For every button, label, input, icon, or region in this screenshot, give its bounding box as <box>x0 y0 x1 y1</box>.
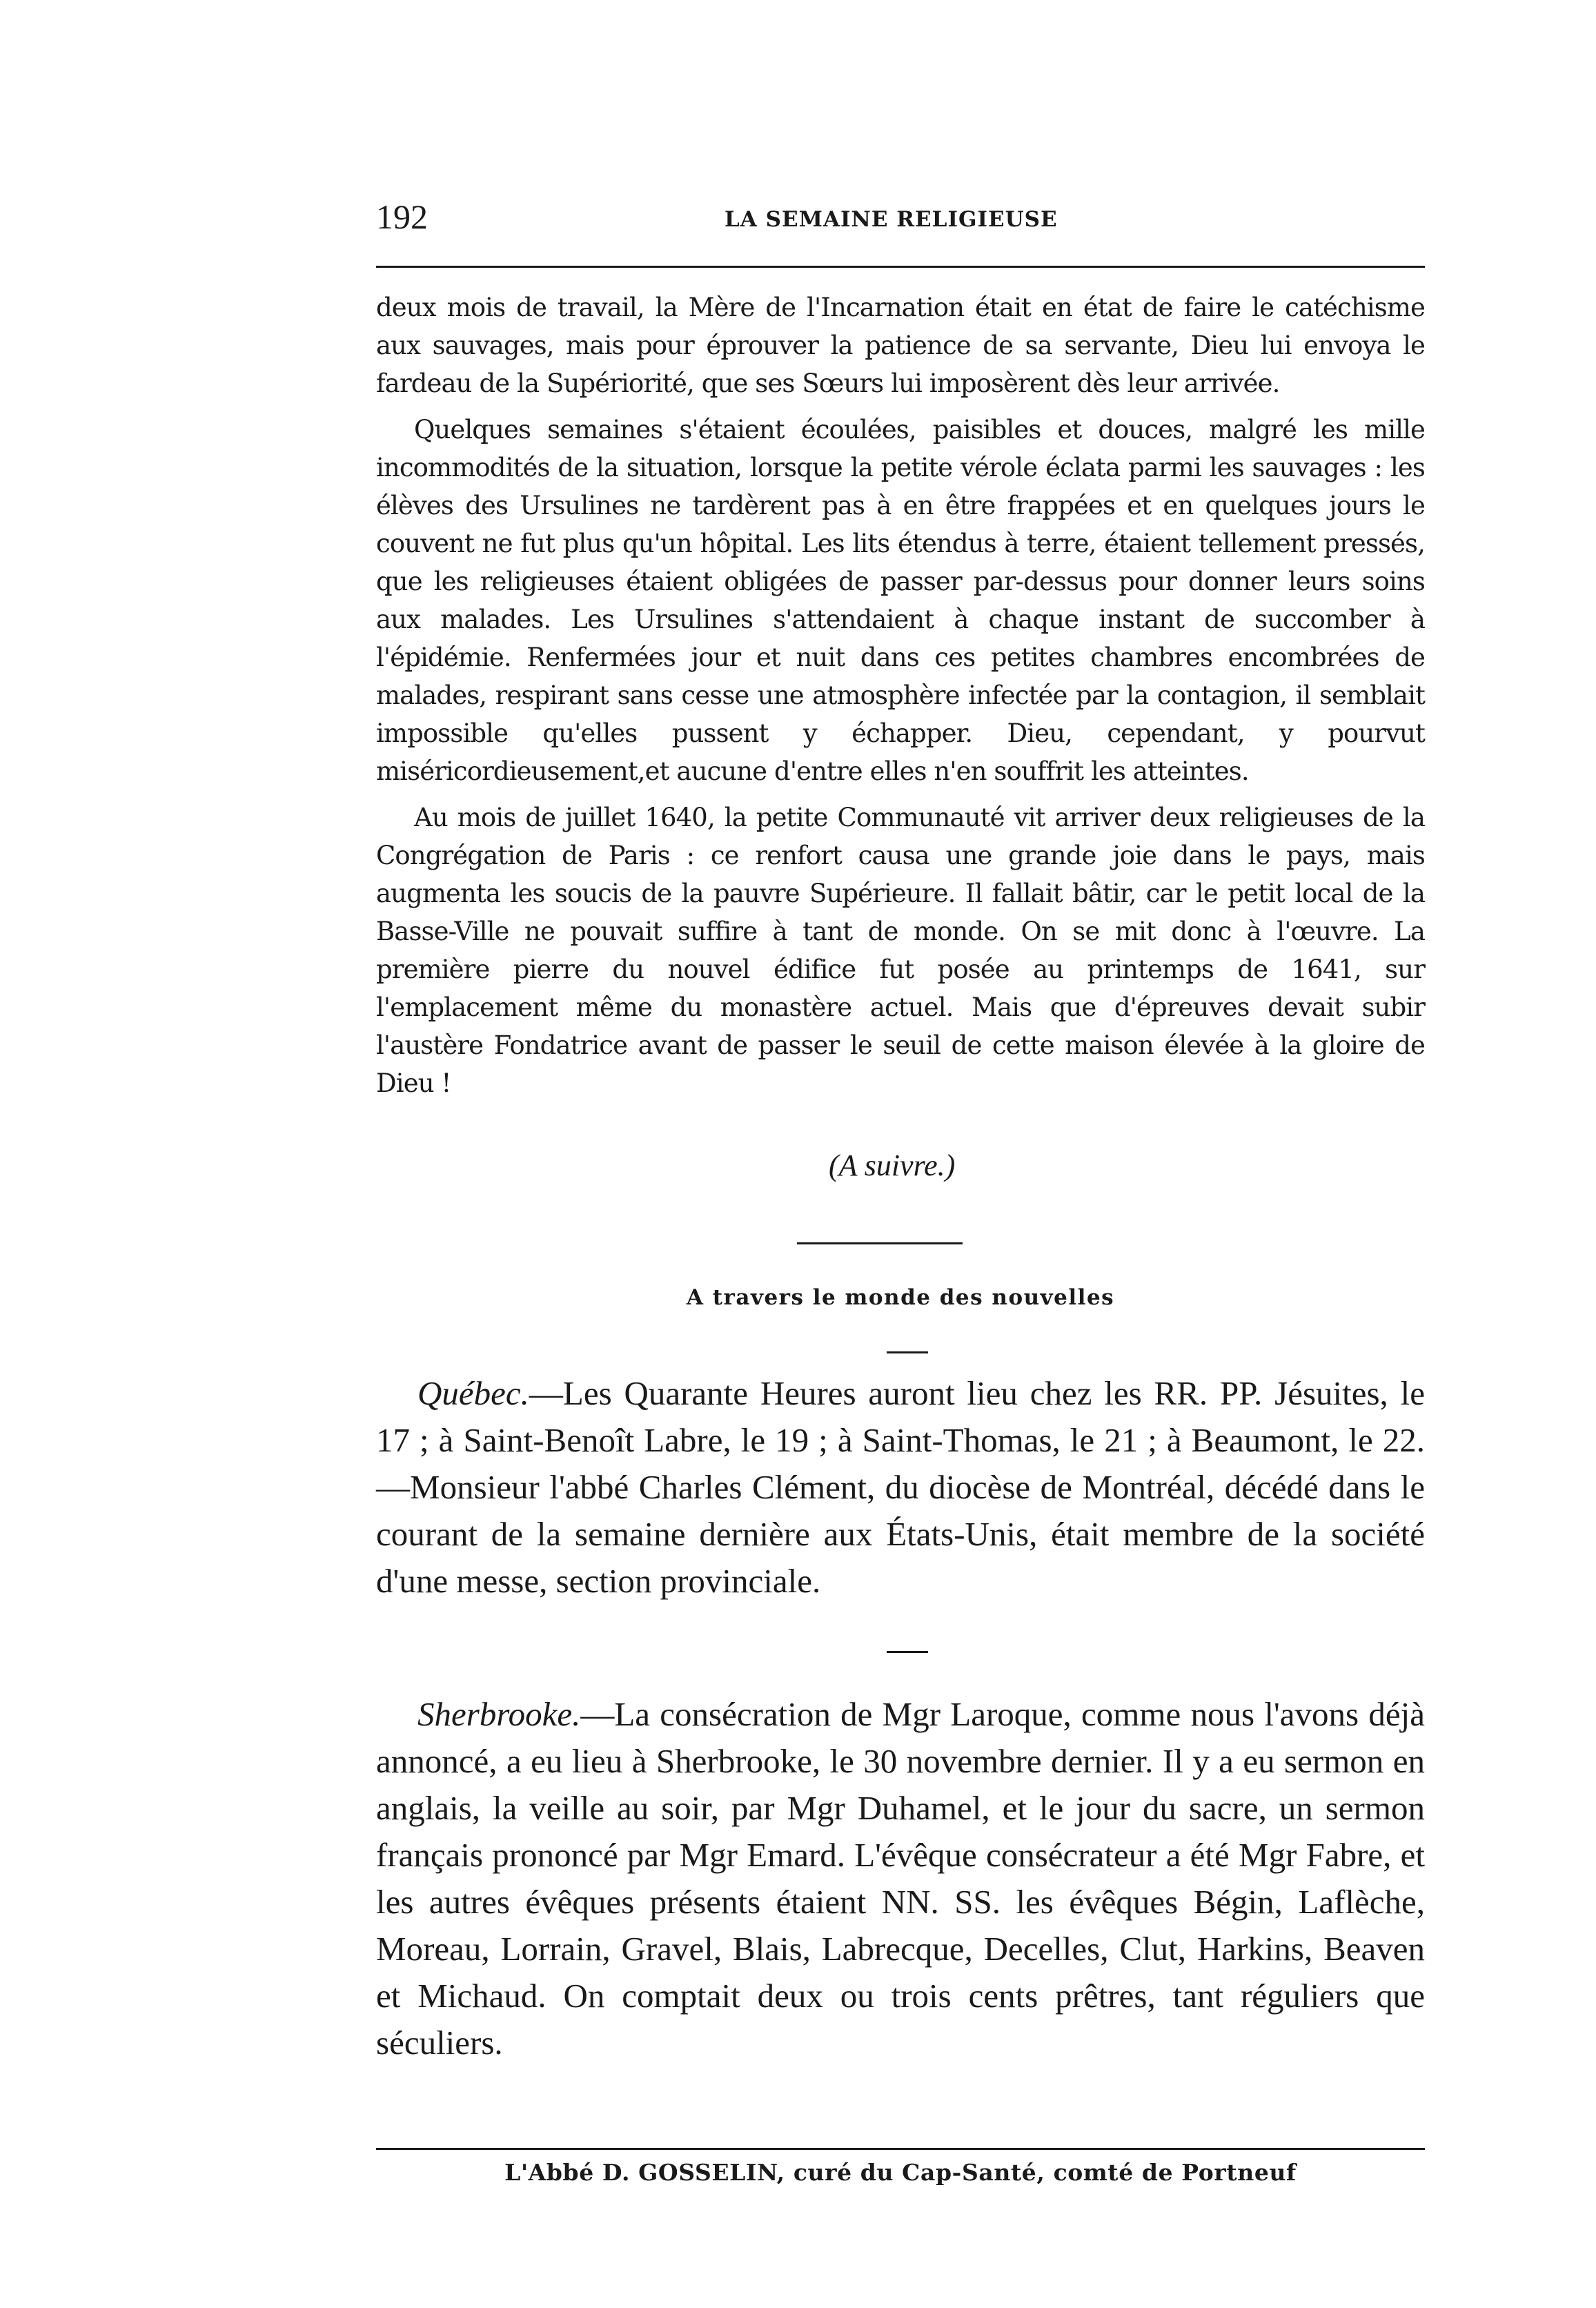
news-item-place: Québec. <box>417 1374 529 1412</box>
running-title: LA SEMAINE RELIGIEUSE <box>725 207 1058 232</box>
page-number: 192 <box>376 197 428 236</box>
article-body <box>376 288 1425 1111</box>
news-item-quebec <box>376 1370 1425 1605</box>
news-item-text: —Les Quarante Heures auront lieu chez les RR. PP. Jésuites, le 17 ; à Saint-Benoît Labre, le 19 ; à Saint-Thomas, le 21 ; à Beaumont, le 22.—Monsieur l'abbé Charles Clément, du diocèse de Montréal, décédé dans le courant de la semaine dernière aux États-Unis, était membre de la société d'une messe, section provinciale. <box>376 1374 1425 1600</box>
footer-rule <box>376 2148 1425 2150</box>
news-item-place: Sherbrooke. <box>417 1695 581 1733</box>
news-item-text: —La consécration de Mgr Laroque, comme nous l'avons déjà annoncé, a eu lieu à Sherbrooke, le 30 novembre dernier. Il y a eu sermon en anglais, la veille au soir, par Mgr Duhamel, et le jour du sacre, un sermon français prononcé par Mgr Emard. L'évêque consécrateur a été Mgr Fabre, et les autres évêques présents étaient NN. SS. les évêques Bégin, Laflèche, Moreau, Lorrain, Gravel, Blais, Labrecque, Decelles, Clut, Harkins, Beaven et Michaud. On comptait deux ou trois cents prêtres, tant réguliers que séculiers. <box>376 1695 1425 2062</box>
page-header <box>376 197 1425 238</box>
news-item-sherbrooke <box>376 1691 1425 2066</box>
article-paragraph: Quelques semaines s'étaient écoulées, paisibles et douces, malgré les mille incommodités de la situation, lorsque la petite vérole éclata parmi les sauvages : les élèves des Ursulines ne tardèrent pas à en être frappées et en quelques jours le couvent ne fut plus qu'un hôpital. Les lits étendus à terre, étaient tellement pressés, que les religieuses étaient obligées de passer par-dessus pour donner leurs soins aux malades. Les Ursulines s'attendaient à chaque instant de succomber à l'épidémie. Renfermées jour et nuit dans ces petites chambres encombrées de malades, respirant sans cesse une atmosphère infectée par la contagion, il semblait impossible qu'elles pussent y échapper. Dieu, cependant, y pourvut miséricordieusement,et aucune d'entre elles n'en souffrit les atteintes. <box>376 415 1425 786</box>
header-rule <box>376 266 1425 268</box>
book-page <box>376 0 1425 2308</box>
news-item-separator <box>887 1651 928 1653</box>
section-separator <box>797 1242 963 1244</box>
article-paragraph: Au mois de juillet 1640, la petite Communauté vit arriver deux religieuses de la Congrégation de Paris : ce renfort causa une grande joie dans le pays, mais augmenta les soucis de la pauvre Supérieure. Il fallait bâtir, car le petit local de la Basse-Ville ne pouvait suffire à tant de monde. On se mit donc à l'œuvre. La première pierre du nouvel édifice fut posée au printemps de 1641, sur l'emplacement même du monastère actuel. Mais que d'épreuves devait subir l'austère Fondatrice avant de passer le seuil de cette maison élevée à la gloire de Dieu ! <box>376 803 1425 1098</box>
news-section-title: A travers le monde des nouvelles <box>686 1285 1115 1310</box>
news-item-separator <box>887 1351 928 1353</box>
signature: L'Abbé D. GOSSELIN, curé du Cap-Santé, comté de Portneuf <box>504 2159 1297 2186</box>
article-paragraph: deux mois de travail, la Mère de l'Incarnation était en état de faire le catéchisme aux sauvages, mais pour éprouver la patience de sa servante, Dieu lui envoya le fardeau de la Supériorité, que ses Sœurs lui imposèrent dès leur arrivée. <box>376 293 1425 398</box>
to-be-continued: (A suivre.) <box>829 1148 956 1182</box>
